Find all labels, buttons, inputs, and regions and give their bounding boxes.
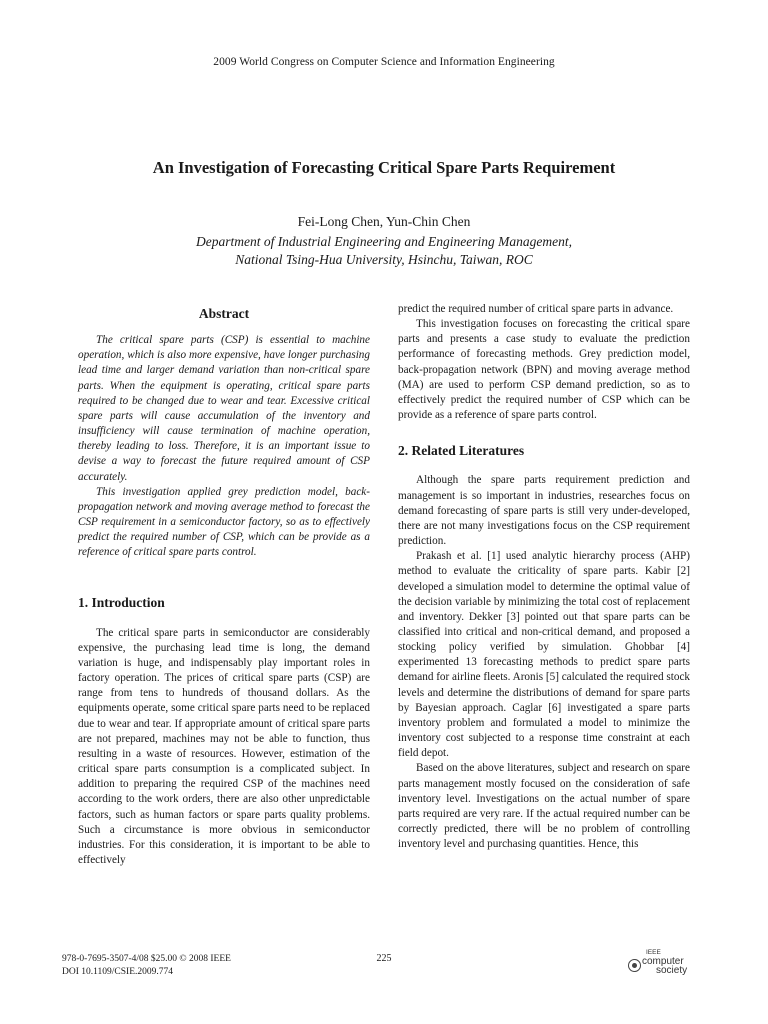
- footer-isbn: 978-0-7695-3507-4/08 $25.00 © 2008 IEEE: [62, 954, 231, 964]
- logo-word-computer: computer: [642, 956, 684, 967]
- abstract-paragraph-2: This investigation applied grey prediction model, back-propagation network and moving average method to forecast the CSP requirement in a semiconductor factory, so as to effectively predict the required number of CSP, which can be provide as a reference of critical spare parts control.: [78, 485, 370, 559]
- logo-word-society: society: [656, 965, 688, 976]
- left-column: [78, 302, 370, 868]
- related-paragraph-3: Based on the above literatures, subject and research on spare parts management mostly focused on the consideration of safe inventory level. Investigations on the actual number of spare parts required are very rare. If the actual required number can be correctly predicted, there will be no problem of controlling inventory level and purchasing quantities. Hence, this: [398, 762, 690, 851]
- affiliation-line-1: Department of Industrial Engineering and Engineering Management,: [195, 234, 573, 249]
- conference-header: 2009 World Congress on Computer Science and Information Engineering: [213, 56, 555, 68]
- introduction-heading: 1. Introduction: [78, 594, 165, 610]
- ieee-computer-society-logo: [626, 949, 706, 979]
- paper-authors: Fei-Long Chen, Yun-Chin Chen: [297, 214, 471, 229]
- right-column: [398, 302, 690, 852]
- ieee-cs-logo-icon: [628, 959, 641, 972]
- paper-title: An Investigation of Forecasting Critical Spare Parts Requirement: [152, 158, 616, 177]
- introduction-paragraph-1-continued: predict the required number of critical spare parts in advance.: [398, 303, 674, 315]
- footer-doi: DOI 10.1109/CSIE.2009.774: [62, 967, 174, 977]
- abstract-heading: Abstract: [198, 306, 250, 321]
- affiliation-line-2: National Tsing-Hua University, Hsinchu, Taiwan, ROC: [235, 252, 533, 267]
- related-paragraph-1: Although the spare parts requirement prediction and management is so important in industries, researches focus on demand forecasting of spare parts is still very under-developed, there are not many investigations focus on the CSP requirement prediction.: [398, 474, 690, 548]
- abstract-paragraph-1: The critical spare parts (CSP) is essential to machine operation, which is also more expensive, have longer purchasing lead time and larger demand variation than non-critical spare parts. When the equipment is operating, critical spare parts required to be changed due to wear and tear. Excessive critical spare parts will cause accumulation of the inventory and insufficiency will cause termination of machine operation, thereby leading to loss. Therefore, it is an important issue to devise a way to forecast the future required amount of CSP accurately.: [78, 334, 370, 483]
- page-number: 225: [376, 953, 392, 964]
- introduction-paragraph-1: The critical spare parts in semiconductor are considerably expensive, the purchasing lead time is long, the demand variation is huge, and indispensably play important roles in factory operation. The prices of critical spare parts (CSP) are range from tens to hundreds of thousand dollars. As the equipments operate, some critical spare parts need to be replaced due to wear and tear. If appropriate amount of critical spare parts are not prepared, machines may not be able to function, thus resulting in a waste of resources. However, estimation of the critical spare parts consumption is a complicated subject. In addition to preparing the required CSP of the machines need according to the work orders, there are also other unpredictable factors, such as human factors or spare parts quality problems. Such a circumstance is more obvious in semiconductor industries. For this consideration, it is important to be able to effectively: [78, 626, 370, 866]
- introduction-paragraph-2: This investigation focuses on forecasting the critical spare parts and presents a case study to evaluate the prediction performance of forecasting methods. Grey prediction model, back-propagation network (BPN) and moving average method (MA) are used to perform CSP demand prediction, so as to effectively predict the required number of CSP which can be provide as a reference of spare parts control.: [398, 318, 690, 422]
- related-paragraph-2: Prakash et al. [1] used analytic hierarchy process (AHP) method to evaluate the criticality of spare parts. Kabir [2] developed a simulation model to determine the optimal value of the decision variable by minimizing the total cost of replacement and inventory. Dekker [3] pointed out that spare parts can be classified into critical and non-critical demand, and proposed a stocking policy verified by simulation. Ghobbar [4] experimented 13 forecasting methods to predict spare parts demand for airline fleets. Aronis [5] calculated the required stock levels and determine the distributions of demand for spare parts by Bayesian approach. Caglar [6] investigated a spare parts inventory problem and formulated a model to minimize the inventory cost subjected to a response time constraint at each field depot.: [398, 550, 691, 760]
- logo-ieee-text: IEEE: [646, 949, 661, 956]
- related-literatures-heading: 2. Related Literatures: [398, 443, 525, 459]
